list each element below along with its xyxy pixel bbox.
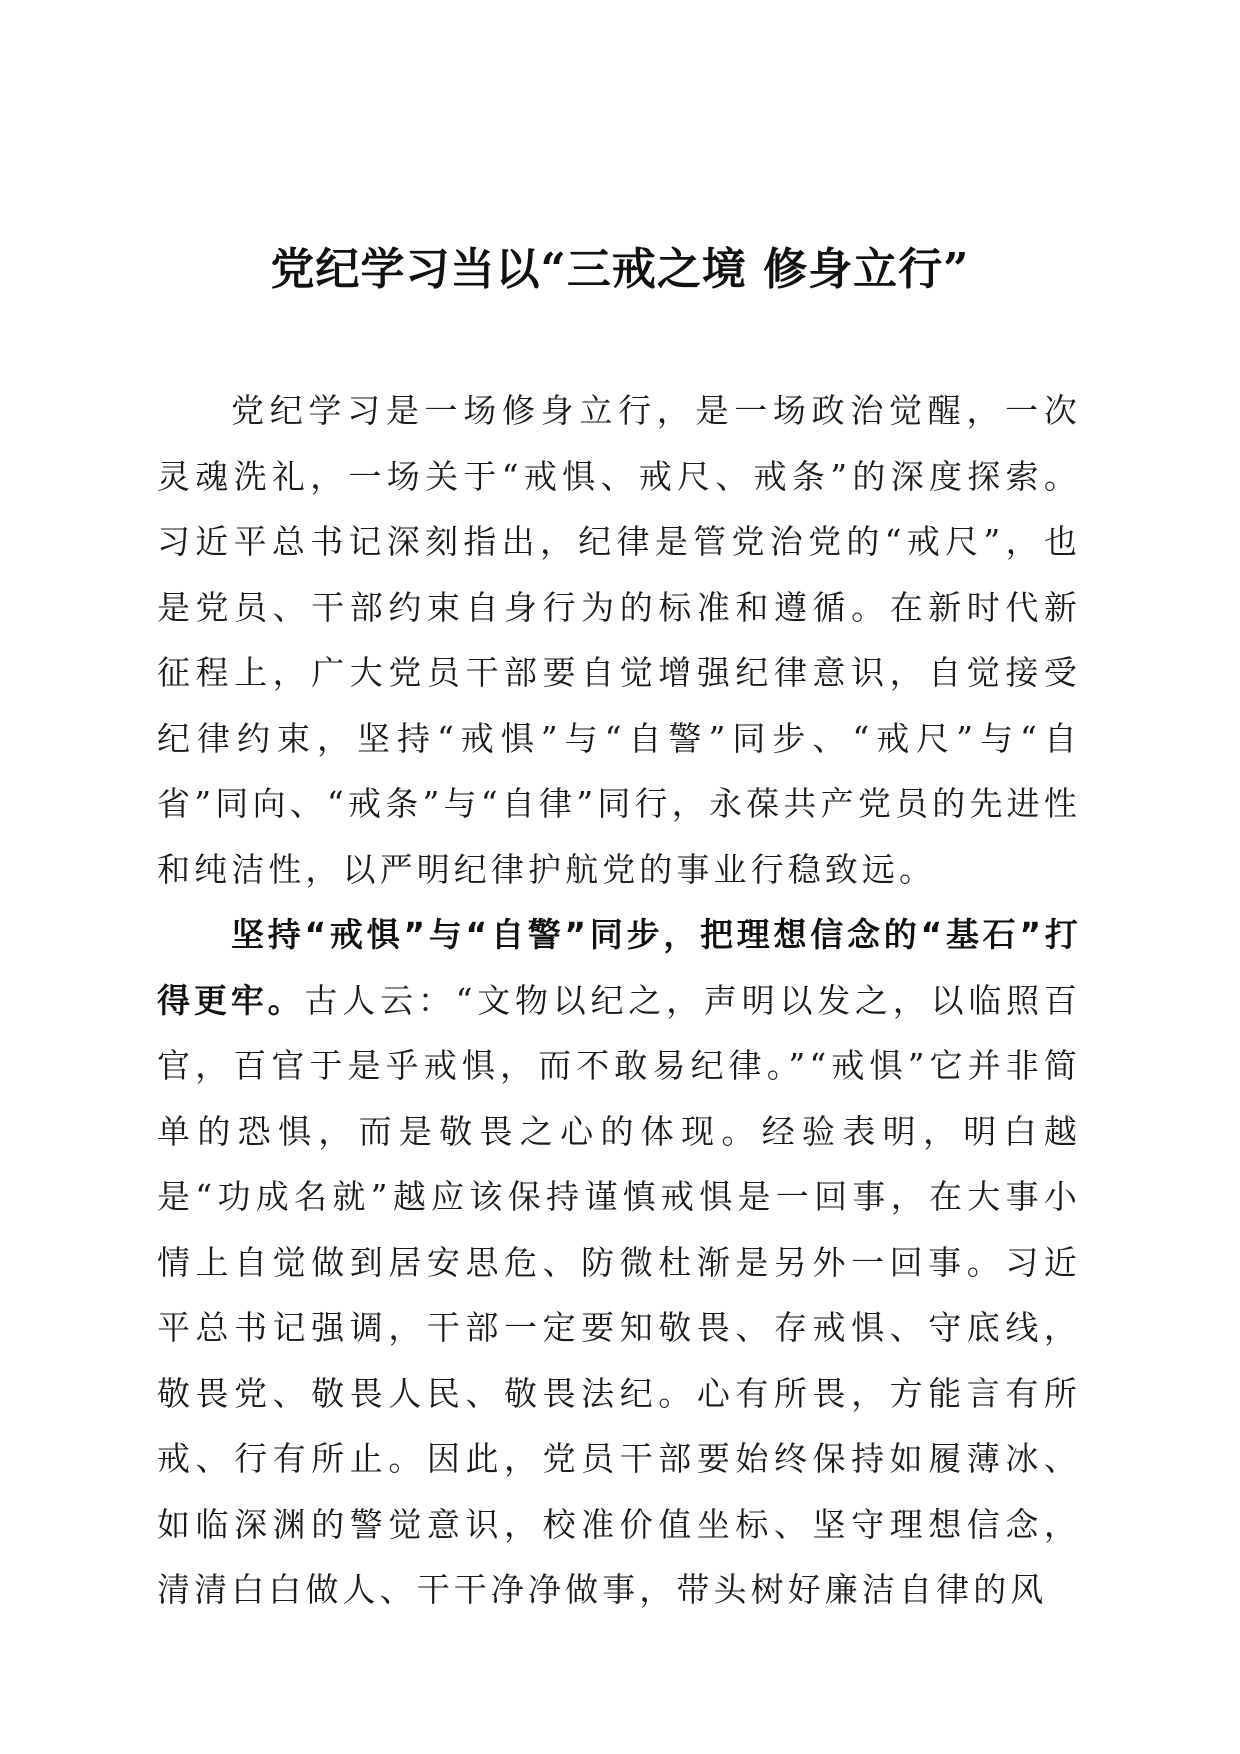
paragraph-intro [157,378,1081,902]
paragraph-lead-heading: 坚持“戒惧”与“自警”同步，把理想信念的“基石”打得更牢。 [157,915,1081,1020]
document-body [157,378,1081,1623]
paragraph-text: 古人云：“文物以纪之，声明以发之，以临照百官，百官于是乎戒惧，而不敢易纪律。”“戒惧”它并非简单的恐惧，而是敬畏之心的体现。经验表明，明白越是“功成名就”越应该保持谨慎戒惧是一回事，在大事小情上自觉做到居安思危、防微杜渐是另外一回事。习近平总书记强调，干部一定要知敬畏、存戒惧、守底线，敬畏党、敬畏人民、敬畏法纪。心有所畏，方能言有所戒、行有所止。因此，党员干部要始终保持如履薄冰、如临深渊的警觉意识，校准价值坐标、坚守理想信念，清清白白做人、干干净净做事，带头树好廉洁自律的风 [157,980,1081,1609]
paragraph-section-1 [157,902,1081,1623]
document-title: 党纪学习当以“三戒之境 修身立行” [270,244,970,295]
paragraph-text: 党纪学习是一场修身立行，是一场政治觉醒，一次灵魂洗礼，一场关于“戒惧、戒尺、戒条”的深度探索。习近平总书记深刻指出，纪律是管党治党的“戒尺”，也是党员、干部约束自身行为的标准和遵循。在新时代新征程上，广大党员干部要自觉增强纪律意识，自觉接受纪律约束，坚持“戒惧”与“自警”同步、“戒尺”与“自省”同向、“戒条”与“自律”同行，永葆共产党员的先进性和纯洁性，以严明纪律护航党的事业行稳致远。 [157,391,1081,889]
